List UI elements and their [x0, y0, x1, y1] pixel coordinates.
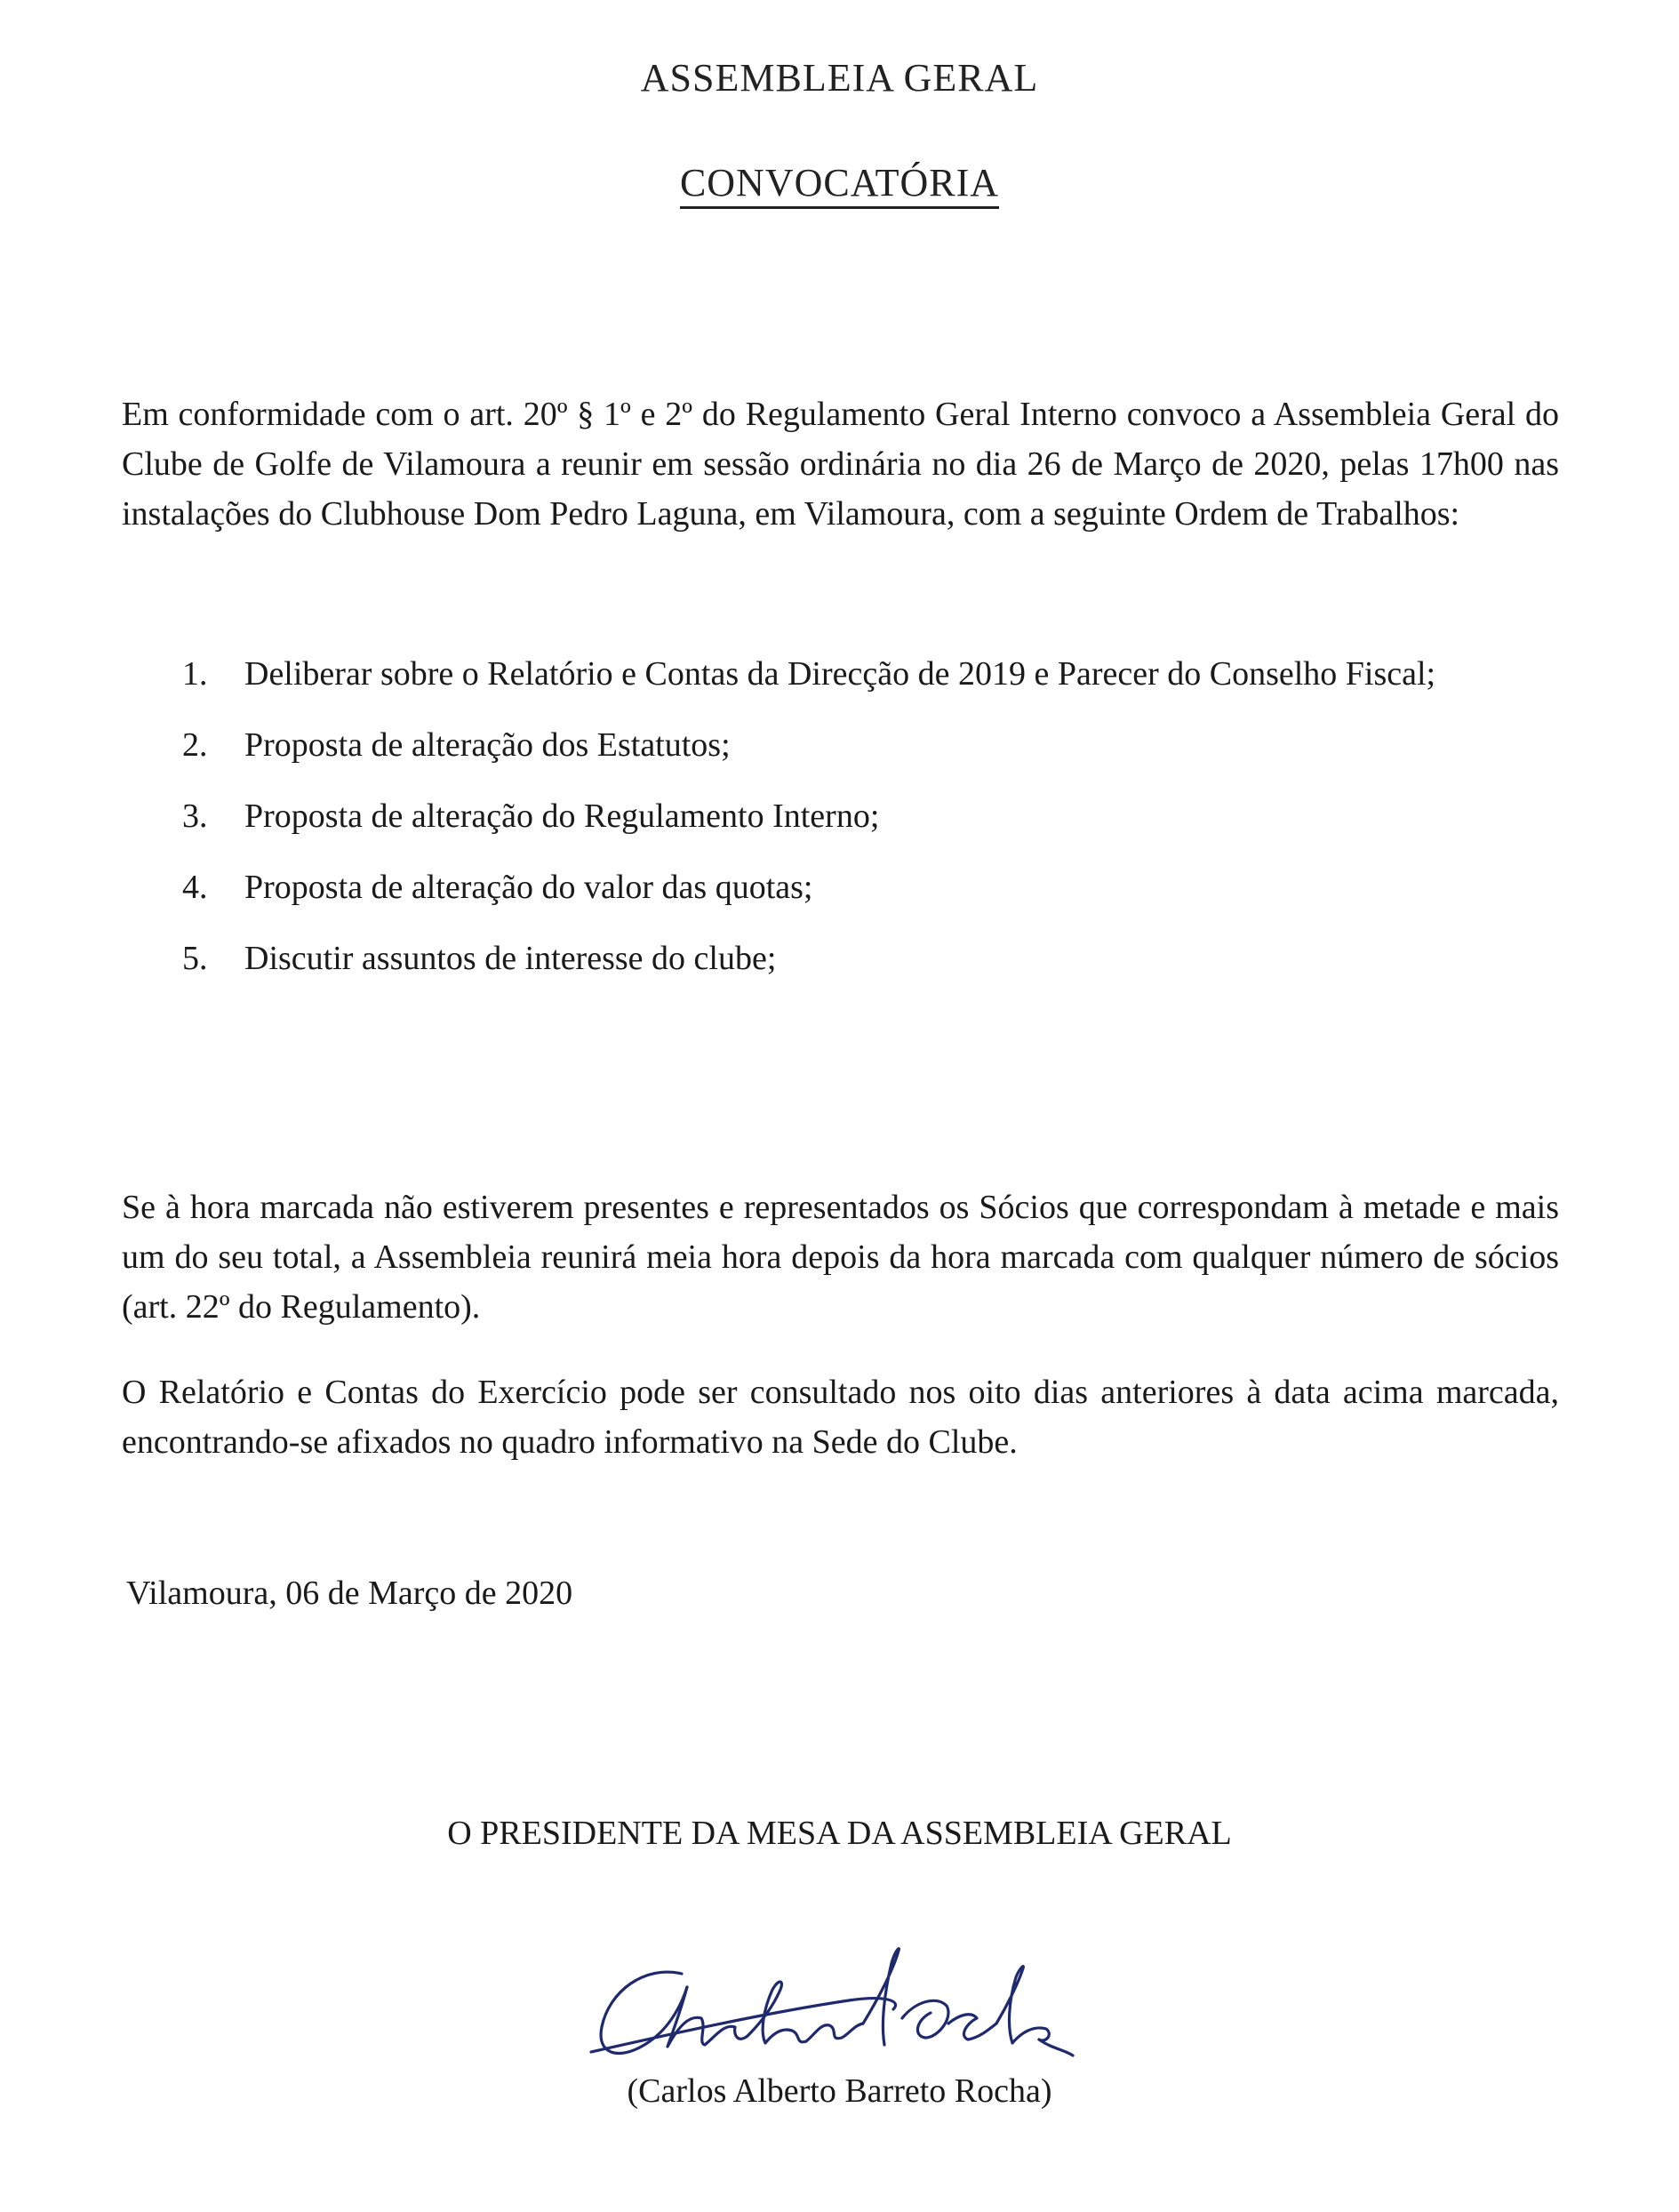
signature-icon: [582, 1938, 1080, 2072]
agenda-item: [122, 781, 1559, 852]
quorum-paragraph: Se à hora marcada não estiverem presentes e representados os Sócios que correspondam à metade e mais um do seu total, a Assembleia reunirá meia hora depois da hora marcada com qualquer número de sócios (art. 22º do Regulamento).: [122, 1189, 1559, 1326]
agenda-item-number: 4.: [182, 869, 208, 906]
agenda-item-number: 3.: [182, 797, 208, 835]
agenda-item-text: Proposta de alteração dos Estatutos;: [244, 726, 731, 764]
document-title: ASSEMBLEIA GERAL: [640, 56, 1039, 100]
agenda-item-text: Deliberar sobre o Relatório e Contas da Direcção de 2019 e Parecer do Conselho Fiscal;: [244, 655, 1436, 693]
agenda-item: [122, 923, 1559, 994]
intro-paragraph: Em conformidade com o art. 20º § 1º e 2º do Regulamento Geral Interno convoco a Assembleia Geral do Clube de Golfe de Vilamoura a reunir em sessão ordinária no dia 26 de Março de 2020, pelas 17h00 nas instalações do Clubhouse Dom Pedro Laguna, em Vilamoura, com a seguinte Ordem de Trabalhos:: [122, 396, 1559, 533]
place-and-date: Vilamoura, 06 de Março de 2020: [126, 1575, 573, 1612]
agenda-item: [122, 852, 1559, 923]
agenda-item-text: Discutir assuntos de interesse do clube;: [244, 940, 777, 977]
agenda-item: [122, 709, 1559, 781]
document-subtitle: CONVOCATÓRIA: [0, 160, 1679, 205]
agenda-list: [122, 638, 1559, 994]
president-title: O PRESIDENTE DA MESA DA ASSEMBLEIA GERAL: [447, 1815, 1232, 1852]
agenda-item-text: Proposta de alteração do Regulamento Interno;: [244, 797, 880, 835]
signatory-name: (Carlos Alberto Barreto Rocha): [627, 2072, 1052, 2110]
agenda-item-text: Proposta de alteração do valor das quotas;: [244, 869, 813, 906]
agenda-item-number: 1.: [182, 655, 208, 693]
report-paragraph: O Relatório e Contas do Exercício pode ser consultado nos oito dias anteriores à data acima marcada, encontrando-se afixados no quadro informativo na Sede do Clube.: [122, 1374, 1559, 1461]
agenda-item: [122, 638, 1559, 709]
agenda-item-number: 5.: [182, 940, 208, 977]
agenda-item-number: 2.: [182, 726, 208, 764]
